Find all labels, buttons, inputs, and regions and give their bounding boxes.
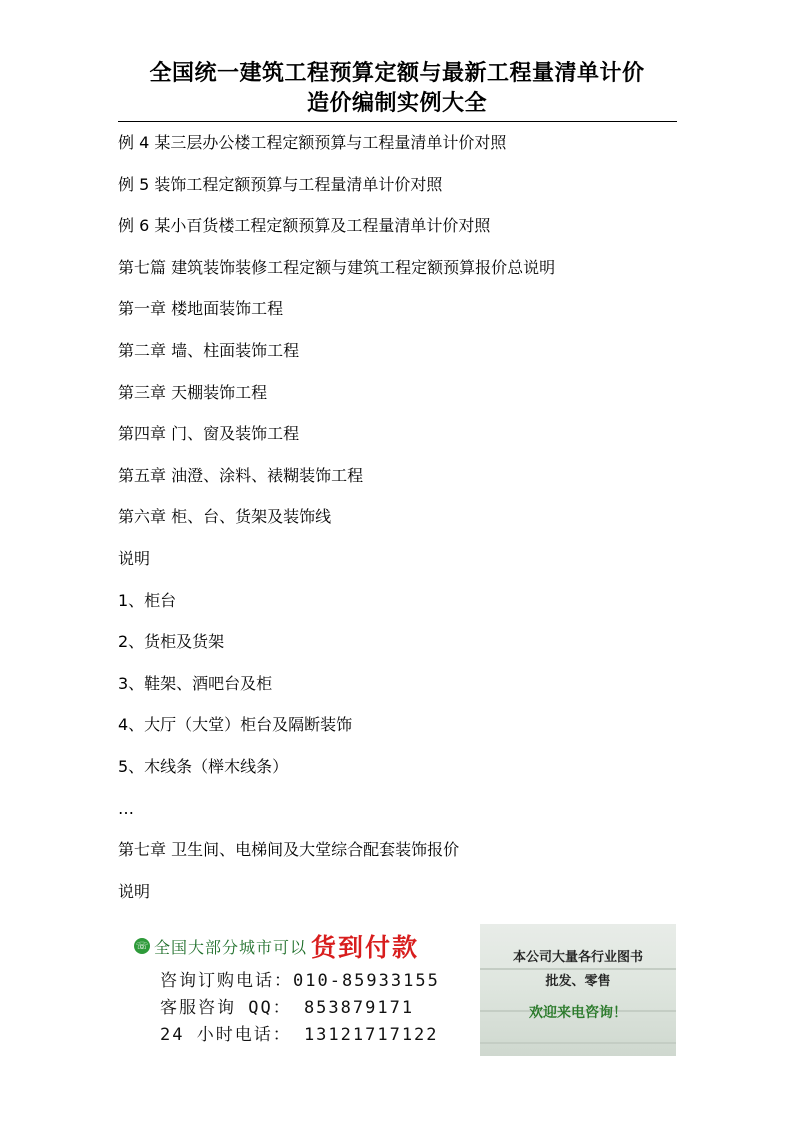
document-title bbox=[0, 58, 794, 118]
phone-icon: ☏ bbox=[134, 938, 150, 954]
ad-right-line-1: 本公司大量各行业图书 bbox=[512, 950, 643, 965]
title-line-2: 造价编制实例大全 bbox=[306, 90, 487, 116]
ad-headline bbox=[134, 932, 419, 960]
list-item: 2、货柜及货架 bbox=[118, 632, 225, 652]
list-item: 第三章 天棚装饰工程 bbox=[118, 382, 268, 402]
list-item: 说明 bbox=[118, 881, 151, 901]
ad-right-line-2: 批发、零售 bbox=[545, 974, 611, 989]
list-item: 第五章 油澄、涂料、裱糊装饰工程 bbox=[118, 465, 364, 485]
list-item: 第二章 墙、柱面装饰工程 bbox=[118, 340, 300, 360]
list-item: … bbox=[118, 798, 134, 818]
ad-right-line-3: 欢迎来电咨询！ bbox=[529, 1005, 627, 1021]
ad-hotline: 24 小时电话： 13121717122 bbox=[160, 1025, 439, 1045]
ad-headline-small: 全国大部分城市可以 bbox=[154, 937, 308, 957]
list-item: 例 4 某三层办公楼工程定额预算与工程量清单计价对照 bbox=[118, 133, 507, 152]
list-item: 第七章 卫生间、电梯间及大堂综合配套装饰报价 bbox=[118, 840, 460, 860]
list-item: 例 5 装饰工程定额预算与工程量清单计价对照 bbox=[118, 174, 443, 194]
list-item: 第一章 楼地面装饰工程 bbox=[118, 299, 284, 319]
ad-order-phone: 咨询订购电话：010-85933155 bbox=[160, 971, 440, 991]
list-item: 3、鞋架、酒吧台及柜 bbox=[118, 673, 273, 693]
ad-bookstore-panel bbox=[480, 924, 676, 1056]
list-item: 例 6 某小百货楼工程定额预算及工程量清单计价对照 bbox=[118, 216, 491, 236]
shelf-line bbox=[480, 1042, 676, 1044]
list-item: 4、大厅（大堂）柜台及隔断装饰 bbox=[118, 715, 353, 735]
list-item: 1、柜台 bbox=[118, 590, 177, 610]
title-divider bbox=[118, 121, 677, 122]
ad-qq: 客服咨询 QQ： 853879171 bbox=[160, 998, 415, 1018]
list-item: 第七篇 建筑装饰装修工程定额与建筑工程定额预算报价总说明 bbox=[118, 257, 556, 277]
list-item: 5、木线条（榉木线条） bbox=[118, 756, 289, 776]
title-line-1: 全国统一建筑工程预算定额与最新工程量清单计价 bbox=[149, 60, 645, 86]
list-item: 第四章 门、窗及装饰工程 bbox=[118, 424, 300, 444]
list-item: 第六章 柜、台、货架及装饰线 bbox=[118, 507, 332, 527]
advertisement-banner bbox=[120, 922, 676, 1056]
list-item: 说明 bbox=[118, 548, 151, 568]
ad-cash-on-delivery: 货到付款 bbox=[311, 933, 420, 962]
ad-contact-panel bbox=[120, 922, 465, 1056]
table-of-contents bbox=[118, 131, 678, 921]
